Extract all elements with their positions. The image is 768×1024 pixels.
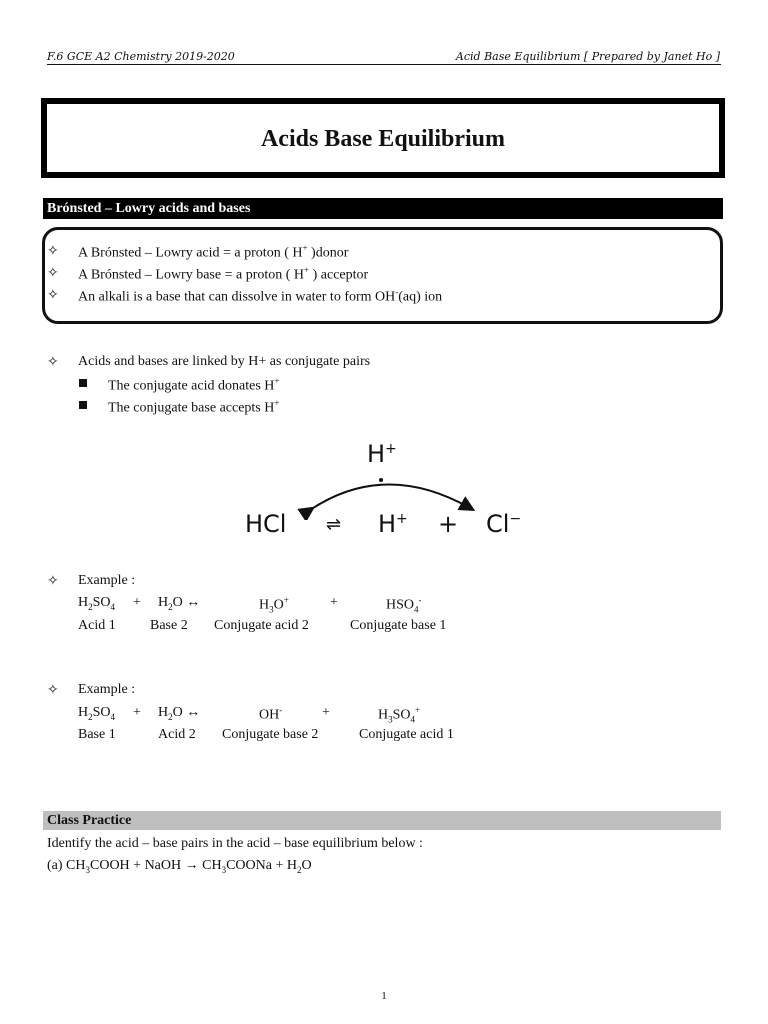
diamond-bullet-icon: ✧ — [47, 244, 59, 259]
section-heading: Brónsted – Lowry acids and bases — [43, 198, 723, 219]
diamond-bullet-icon: ✧ — [47, 574, 59, 589]
example1-h2so4: $H_2SO_4$ — [78, 595, 116, 612]
diagram-proton-label: H+ — [367, 440, 397, 468]
example1-role: Acid 1 — [78, 618, 116, 633]
square-bullet-icon — [79, 401, 87, 409]
example2-h2so4: $H_2SO_4$ — [78, 705, 116, 722]
example2-role: Conjugate base 2 — [222, 727, 319, 742]
square-bullet-icon — [79, 379, 87, 387]
arrow-icon: → — [184, 858, 199, 873]
header-left: F.6 GCE A2 Chemistry 2019-2020 — [47, 50, 235, 63]
conjugate-base-item: The conjugate base accepts H+ — [79, 398, 87, 414]
example2-label: ✧ Example : — [47, 682, 136, 698]
page-title: Acids Base Equilibrium — [260, 126, 506, 152]
example2-oh: OH- — [259, 705, 283, 723]
diagram-hplus: H+ — [378, 510, 408, 538]
example2-h3so4: $H_3SO_4^+$ — [378, 705, 421, 725]
page-number: 1 — [381, 990, 387, 1002]
title-box — [41, 98, 725, 178]
diamond-bullet-icon: ✧ — [47, 288, 59, 303]
example2-h2o: $H_2O$ ↔ — [158, 705, 201, 722]
example1-role: Conjugate acid 2 — [214, 618, 309, 633]
conjugate-intro: ✧ Acids and bases are linked by H+ as conjugate pairs — [47, 354, 371, 370]
definition-base: ✧ A Brónsted – Lowry base = a proton ( H+ ) acceptor — [47, 265, 369, 283]
example1-h3o: $H_3O^+$ — [259, 595, 289, 615]
diagram-equilibrium-arrow: ⇌ — [326, 514, 342, 535]
example2-role: Acid 2 — [158, 727, 196, 742]
practice-prompt: Identify the acid – base pairs in the acid – base equilibrium below : — [47, 836, 423, 851]
example1-label: ✧ Example : — [47, 573, 136, 589]
header-rule — [47, 64, 721, 65]
example2-role: Base 1 — [78, 727, 116, 742]
example1-h2o: $H_2O$ ↔ — [158, 595, 201, 612]
double-arrow-icon: ↔ — [186, 595, 201, 610]
diagram-chloride: Cl− — [486, 510, 522, 538]
example2-role: Conjugate acid 1 — [359, 727, 454, 742]
example1-plus: + — [133, 595, 141, 610]
example2-plus2: + — [322, 705, 330, 720]
diamond-bullet-icon: ✧ — [47, 683, 59, 698]
diagram-plus: + — [438, 510, 459, 538]
diamond-bullet-icon: ✧ — [47, 355, 59, 370]
conjugate-acid-item: The conjugate acid donates H+ — [79, 376, 87, 392]
definition-acid: ✧ A Brónsted – Lowry acid = a proton ( H+ )donor — [47, 243, 349, 261]
example1-plus2: + — [330, 595, 338, 610]
class-practice-heading: Class Practice — [43, 811, 721, 830]
diamond-bullet-icon: ✧ — [47, 266, 59, 281]
double-arrow-icon: ↔ — [186, 705, 201, 720]
example1-hso4: $HSO_4^-$ — [386, 595, 422, 615]
header-right: Acid Base Equilibrium [ Prepared by Janet Ho ] — [455, 50, 720, 63]
practice-question-a: (a) $CH_3COOH$ + NaOH → $CH_3COONa + H_2O$ — [47, 858, 312, 875]
example1-role: Conjugate base 1 — [350, 618, 447, 633]
example1-role: Base 2 — [150, 618, 188, 633]
example2-plus: + — [133, 705, 141, 720]
definition-alkali: ✧ An alkali is a base that can dissolve in water to form OH-(aq) ion — [47, 287, 443, 305]
diagram-hcl: HCl — [245, 510, 287, 538]
